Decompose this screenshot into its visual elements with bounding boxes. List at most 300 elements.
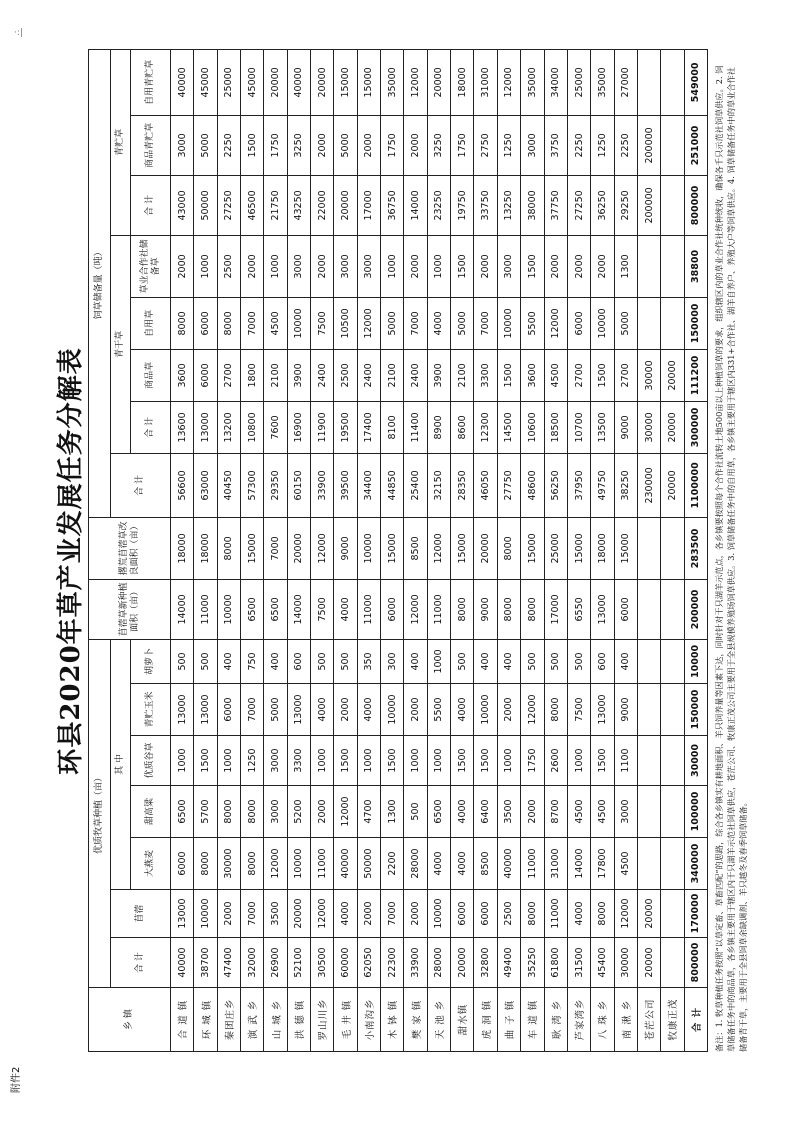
table-cell: 7500 (311, 297, 334, 349)
table-cell: 12000 (404, 579, 427, 639)
table-cell: 1100 (614, 736, 637, 786)
township-name: 秦团庄乡 (217, 988, 240, 1052)
page-title: 环县2020年草产业发展任务分解表 (56, 347, 86, 775)
table-cell: 8000 (451, 579, 474, 639)
township-name: 小南沟乡 (357, 988, 380, 1052)
table-cell: 37750 (544, 175, 567, 235)
table-cell: 2400 (404, 349, 427, 401)
table-cell: 38000 (521, 175, 544, 235)
table-cell (661, 297, 684, 349)
table-cell: 1250 (591, 115, 614, 175)
table-cell: 8700 (544, 786, 567, 838)
table-cell: 8000 (521, 579, 544, 639)
header-alfalfa-new: 苜蓿草新种植面积（亩） (89, 579, 171, 639)
table-cell: 2000 (521, 786, 544, 838)
table-cell: 33900 (311, 453, 334, 517)
table-cell: 500 (311, 639, 334, 683)
table-cell: 16900 (287, 401, 310, 453)
township-name: 环 城 镇 (194, 988, 217, 1052)
table-cell: 2400 (357, 349, 380, 401)
table-cell: 49750 (591, 453, 614, 517)
table-cell: 48600 (521, 453, 544, 517)
table-cell: 21750 (264, 175, 287, 235)
table-cell: 300 (381, 639, 404, 683)
header-subtotal: 合 计 (111, 938, 171, 988)
table-cell: 3600 (171, 349, 194, 401)
table-cell (661, 890, 684, 938)
table-cell: 10000 (381, 684, 404, 736)
table-cell: 150000 (684, 684, 707, 736)
table-cell: 1000 (427, 235, 450, 297)
table-cell: 10000 (217, 579, 240, 639)
table-cell: 25000 (544, 517, 567, 579)
table-row (497, 49, 520, 1051)
table-cell: 1100000 (684, 453, 707, 517)
table-row (287, 49, 310, 1051)
table-cell: 2000 (357, 890, 380, 938)
table-cell: 52100 (287, 938, 310, 988)
table-cell: 800000 (684, 175, 707, 235)
township-name: 曲 子 镇 (497, 988, 520, 1052)
table-cell: 1500 (451, 235, 474, 297)
table-cell: 8000 (497, 579, 520, 639)
table-cell: 6000 (194, 349, 217, 401)
table-cell: 34400 (357, 453, 380, 517)
table-cell: 25000 (567, 49, 590, 115)
table-cell: 38700 (194, 938, 217, 988)
header-commodity-hay: 商品草 (131, 349, 171, 401)
table-cell: 57300 (241, 453, 264, 517)
table-cell: 3250 (427, 115, 450, 175)
table-row (381, 49, 404, 1051)
table-cell: 4000 (427, 838, 450, 890)
table-cell: 2100 (451, 349, 474, 401)
table-cell: 1500 (497, 349, 520, 401)
table-cell: 2700 (614, 349, 637, 401)
table-cell: 10000 (194, 890, 217, 938)
table-row (404, 49, 427, 1051)
table-cell: 12000 (357, 297, 380, 349)
table-row (264, 49, 287, 1051)
table-cell: 40000 (171, 49, 194, 115)
table-cell: 22000 (311, 175, 334, 235)
table-cell: 31000 (474, 49, 497, 115)
township-name: 八 珠 乡 (591, 988, 614, 1052)
table-row (614, 49, 637, 1051)
table-cell: 8600 (451, 401, 474, 453)
table-cell: 3000 (357, 235, 380, 297)
table-cell: 36750 (381, 175, 404, 235)
table-cell: 33750 (474, 175, 497, 235)
table-cell: 13000 (171, 890, 194, 938)
table-cell: 18000 (171, 517, 194, 579)
table-cell: 20000 (334, 175, 357, 235)
table-cell: 100000 (684, 786, 707, 838)
notes: 备注：1. 牧草种植任务按照“以草定畜、草畜匹配”的思路，综合各乡镇实有耕地面积、羊只饲养量等因素下达，同时针对干只湖羊示范点，各乡镇要按照每个合作社流转土地500亩以上种植饲草的要求，组织辖区内的草业合作社统种统收，确保各千只示范社饲草供应。2. 饲草储备任务中的商品草，各乡镇主要用于辖区内干只湖羊示范社饲草供应，苍茫公司、牧康正茂公司主要用于全县规模养殖场饲草供应。3. 饲草储备任务中的自用草，各乡镇主要用于辖区内331+合作社、湖羊自养户、养殖大户等饲草供应。4. 饲草储备任务中的草业合作社储备青干草，主要用于全县饲草余缺调剂、羊只越冬及春季饲草储备。 (714, 65, 748, 1052)
table-cell: 2000 (404, 684, 427, 736)
township-name: 合 道 镇 (171, 988, 194, 1052)
table-cell: 32150 (427, 453, 450, 517)
table-cell: 35000 (521, 49, 544, 115)
table-cell: 4500 (567, 786, 590, 838)
table-cell: 1250 (497, 115, 520, 175)
table-cell: 15000 (521, 517, 544, 579)
table-cell: 13600 (171, 401, 194, 453)
table-row (357, 49, 380, 1051)
township-name: 木 钵 镇 (381, 988, 404, 1052)
table-cell: 200000 (637, 175, 660, 235)
table-cell: 8000 (171, 297, 194, 349)
table-cell: 32800 (474, 938, 497, 988)
table-cell: 26900 (264, 938, 287, 988)
header-sweet-sorghum: 甜高粱 (131, 786, 171, 838)
header-hay: 青干草 (111, 235, 131, 453)
table-cell: 27750 (497, 453, 520, 517)
table-cell: 4000 (451, 838, 474, 890)
table-cell (661, 786, 684, 838)
table-cell: 12000 (614, 890, 637, 938)
township-name: 甜水镇 (451, 988, 474, 1052)
header-self-use-hay: 自用草 (131, 297, 171, 349)
table-cell (661, 736, 684, 786)
table-cell: 600 (287, 639, 310, 683)
table-cell: 3000 (521, 115, 544, 175)
table-cell (637, 297, 660, 349)
township-name: 牧康正茂 (661, 988, 684, 1052)
table-cell: 7500 (567, 684, 590, 736)
header-storage: 饲草储备量（吨） (89, 49, 111, 517)
table-cell: 1500 (194, 736, 217, 786)
table-cell: 2700 (217, 349, 240, 401)
table-cell: 9000 (334, 517, 357, 579)
table-row (567, 49, 590, 1051)
table-cell: 10000 (497, 297, 520, 349)
table-cell: 300000 (684, 401, 707, 453)
table-cell: 500 (544, 639, 567, 683)
table-cell: 6000 (474, 890, 497, 938)
table-cell: 1800 (241, 349, 264, 401)
table-cell: 56600 (171, 453, 194, 517)
table-cell: 7000 (264, 517, 287, 579)
table-cell: 2000 (404, 235, 427, 297)
table-cell: 20000 (661, 401, 684, 453)
table-cell: 5000 (614, 297, 637, 349)
table-row (217, 49, 240, 1051)
table-cell: 10000 (427, 890, 450, 938)
table-cell: 4500 (544, 349, 567, 401)
table-cell: 45000 (194, 49, 217, 115)
table-cell: 4000 (334, 890, 357, 938)
table-cell: 1000 (497, 736, 520, 786)
table-row (661, 49, 684, 1051)
township-name: 南 湫 乡 (614, 988, 637, 1052)
table-cell: 2250 (567, 115, 590, 175)
table-cell: 2000 (241, 235, 264, 297)
table-cell: 18500 (544, 401, 567, 453)
table-cell: 7000 (241, 297, 264, 349)
table-cell: 12000 (497, 49, 520, 115)
table-cell: 8000 (217, 297, 240, 349)
table-row (194, 49, 217, 1051)
table-cell: 8000 (544, 684, 567, 736)
table-cell: 8000 (521, 890, 544, 938)
township-name: 合 计 (684, 988, 707, 1052)
table-cell: 15000 (381, 517, 404, 579)
table-cell: 15000 (614, 517, 637, 579)
table-cell: 500 (451, 639, 474, 683)
table-cell: 45000 (241, 49, 264, 115)
table-cell: 8500 (404, 517, 427, 579)
table-cell: 3000 (287, 235, 310, 297)
table-cell: 500 (194, 639, 217, 683)
table-cell: 500 (404, 786, 427, 838)
table-cell: 11900 (311, 401, 334, 453)
township-name: 演 武 乡 (241, 988, 264, 1052)
table-cell: 8900 (427, 401, 450, 453)
table-cell: 2100 (381, 349, 404, 401)
table-cell: 12000 (311, 890, 334, 938)
table-cell: 2000 (404, 890, 427, 938)
table-cell: 20000 (474, 517, 497, 579)
township-name: 洪 德 镇 (287, 988, 310, 1052)
table-cell: 200000 (637, 115, 660, 175)
table-cell (661, 235, 684, 297)
table-cell: 43000 (171, 175, 194, 235)
table-cell: 4500 (591, 786, 614, 838)
table-cell: 1000 (194, 235, 217, 297)
table-cell: 28350 (451, 453, 474, 517)
table-cell: 1500 (451, 736, 474, 786)
header-hay-subtotal: 合 计 (131, 401, 171, 453)
table-cell: 3000 (171, 115, 194, 175)
table-cell: 12000 (334, 786, 357, 838)
table-cell: 1000 (381, 235, 404, 297)
table-cell: 14000 (287, 579, 310, 639)
table-cell: 20000 (287, 517, 310, 579)
table-cell: 251000 (684, 115, 707, 175)
table-cell: 50000 (357, 838, 380, 890)
table-row (521, 49, 544, 1051)
table-cell: 2000 (334, 684, 357, 736)
table-cell: 27000 (614, 49, 637, 115)
table-cell (637, 736, 660, 786)
table-cell: 2000 (217, 890, 240, 938)
township-name: 罗山川乡 (311, 988, 334, 1052)
table-cell: 45400 (591, 938, 614, 988)
table-cell: 3000 (264, 786, 287, 838)
table-body (171, 49, 708, 1051)
header-commodity-silage: 商品青贮草 (131, 115, 171, 175)
table-cell: 13000 (194, 684, 217, 736)
table-cell: 3900 (287, 349, 310, 401)
table-cell: 500 (521, 639, 544, 683)
table-cell: 1000 (427, 639, 450, 683)
table-cell: 14000 (567, 838, 590, 890)
table-cell: 15000 (451, 517, 474, 579)
header-silage-subtotal: 合 计 (131, 175, 171, 235)
header-of-which: 其 中 (111, 639, 131, 889)
table-cell: 13000 (591, 684, 614, 736)
table-cell: 2500 (217, 235, 240, 297)
table-cell: 20000 (451, 938, 474, 988)
table-cell: 2700 (567, 349, 590, 401)
table-cell: 13000 (591, 579, 614, 639)
table-cell: 4700 (357, 786, 380, 838)
table-cell: 11000 (427, 579, 450, 639)
table-row (171, 49, 194, 1051)
table-cell: 2000 (171, 235, 194, 297)
table-cell: 8000 (241, 838, 264, 890)
table-cell: 63000 (194, 453, 217, 517)
table-cell: 5000 (334, 115, 357, 175)
table-cell: 5700 (194, 786, 217, 838)
table-cell: 12000 (311, 517, 334, 579)
table-cell: 13500 (591, 401, 614, 453)
table-cell (637, 579, 660, 639)
table-cell: 1500 (334, 736, 357, 786)
table-cell: 2000 (311, 235, 334, 297)
table-cell: 46500 (241, 175, 264, 235)
table-cell: 29250 (614, 175, 637, 235)
table-cell: 23250 (427, 175, 450, 235)
table-cell: 19750 (451, 175, 474, 235)
table-cell: 4000 (567, 890, 590, 938)
total-row (684, 49, 707, 1051)
table-cell: 30000 (217, 838, 240, 890)
table-cell: 6400 (474, 786, 497, 838)
table-cell: 10000 (287, 838, 310, 890)
table-cell: 22300 (381, 938, 404, 988)
table-cell (637, 517, 660, 579)
table-cell: 10000 (474, 684, 497, 736)
table-cell: 27250 (217, 175, 240, 235)
table-cell: 1000 (404, 736, 427, 786)
table-cell: 1250 (241, 736, 264, 786)
table-cell: 1300 (614, 235, 637, 297)
table-cell: 25400 (404, 453, 427, 517)
table-cell (637, 786, 660, 838)
table-cell: 12300 (474, 401, 497, 453)
table-cell: 47400 (217, 938, 240, 988)
table-cell: 7000 (241, 684, 264, 736)
table-cell: 17000 (544, 579, 567, 639)
table-row (591, 49, 614, 1051)
table-cell: 4000 (311, 684, 334, 736)
table-cell: 6500 (427, 786, 450, 838)
table-cell: 27250 (567, 175, 590, 235)
table-cell: 8100 (381, 401, 404, 453)
table-cell: 19500 (334, 401, 357, 453)
table-cell: 15000 (241, 517, 264, 579)
table-cell: 35000 (381, 49, 404, 115)
table-cell: 28000 (427, 938, 450, 988)
table-cell: 60000 (334, 938, 357, 988)
table-cell: 39500 (334, 453, 357, 517)
table-cell: 20000 (637, 938, 660, 988)
table-row (544, 49, 567, 1051)
table-cell (661, 115, 684, 175)
table-cell: 3250 (287, 115, 310, 175)
table-cell: 10800 (241, 401, 264, 453)
table-cell: 8000 (241, 786, 264, 838)
header-alfalfa: 苜蓿 (111, 890, 171, 938)
table-cell: 340000 (684, 838, 707, 890)
table-cell: 20000 (427, 49, 450, 115)
table-cell: 12000 (404, 49, 427, 115)
table-cell: 2000 (404, 115, 427, 175)
table-cell: 6000 (567, 297, 590, 349)
table-cell: 2000 (357, 115, 380, 175)
table-cell: 20000 (264, 49, 287, 115)
attachment-label: 附件2 (11, 1066, 22, 1093)
table-cell: 8000 (591, 890, 614, 938)
table-cell: 10000 (357, 517, 380, 579)
table-cell: 12000 (264, 838, 287, 890)
table-cell: 13000 (287, 684, 310, 736)
table-cell: 2250 (614, 115, 637, 175)
table-cell: 1000 (264, 235, 287, 297)
table-cell: 7000 (241, 890, 264, 938)
table-cell: 9000 (474, 579, 497, 639)
table-cell: 7000 (474, 297, 497, 349)
table-cell: 3750 (544, 115, 567, 175)
table-cell: 43250 (287, 175, 310, 235)
table-cell: 15000 (567, 517, 590, 579)
table-cell: 40000 (171, 938, 194, 988)
table-cell: 1500 (474, 736, 497, 786)
table-cell: 10000 (287, 297, 310, 349)
table-cell: 14500 (497, 401, 520, 453)
table-cell: 500 (334, 639, 357, 683)
table-cell: 750 (241, 639, 264, 683)
table-cell: 20000 (661, 453, 684, 517)
table-cell: 38250 (614, 453, 637, 517)
table-cell: 400 (217, 639, 240, 683)
table-cell: 9000 (614, 684, 637, 736)
table-cell: 6000 (381, 579, 404, 639)
table-cell: 5500 (427, 684, 450, 736)
table-cell: 3500 (264, 890, 287, 938)
table-cell: 8000 (217, 786, 240, 838)
table-cell: 60150 (287, 453, 310, 517)
table-cell: 5200 (287, 786, 310, 838)
table-cell: 4500 (614, 838, 637, 890)
table-cell: 5500 (521, 297, 544, 349)
table-cell: 40000 (287, 49, 310, 115)
table-cell: 11000 (357, 579, 380, 639)
table-cell: 1000 (357, 736, 380, 786)
table-cell: 37950 (567, 453, 590, 517)
header-coop-reserve: 草业合作社储备草 (131, 235, 171, 297)
table-cell (637, 639, 660, 683)
table-cell (637, 684, 660, 736)
table-cell: 2600 (544, 736, 567, 786)
table-cell: 4500 (264, 297, 287, 349)
table-cell: 62050 (357, 938, 380, 988)
table-cell: 1750 (381, 115, 404, 175)
table-cell: 56250 (544, 453, 567, 517)
table-cell: 2000 (497, 684, 520, 736)
table-cell: 2000 (474, 235, 497, 297)
table-cell: 12000 (544, 297, 567, 349)
table-cell: 17000 (357, 175, 380, 235)
table-cell: 6500 (241, 579, 264, 639)
table-cell: 7000 (404, 297, 427, 349)
table-cell: 2400 (311, 349, 334, 401)
table-cell: 28000 (404, 838, 427, 890)
table-cell: 283500 (684, 517, 707, 579)
table-cell: 17400 (357, 401, 380, 453)
